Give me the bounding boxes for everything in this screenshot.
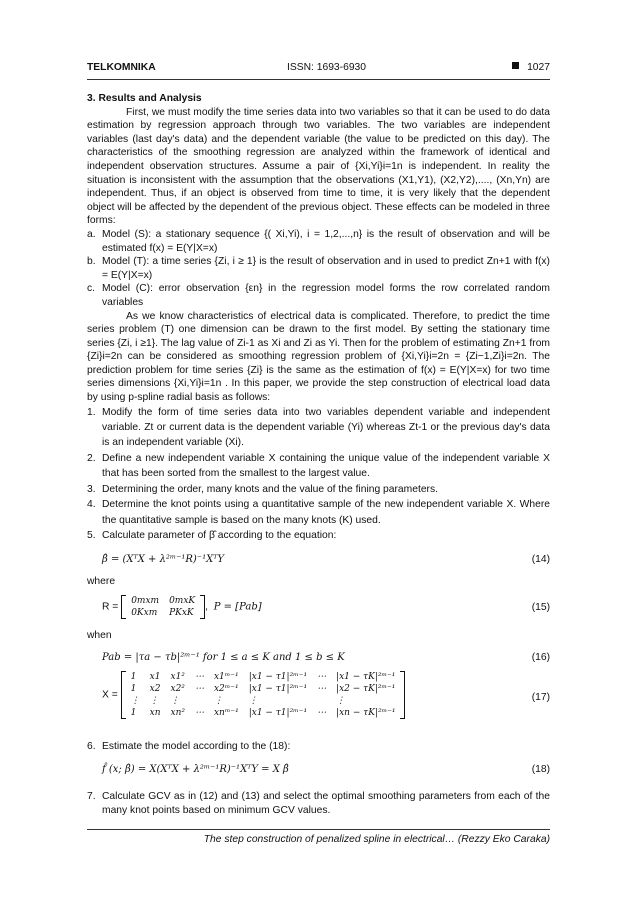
page-number-group — [512, 62, 550, 73]
paragraph-2: As we know characteristics of electrical data is complicated. Therefore, to predict the time series problem (T) one dimension can be drawn to the first model. By setting the stationary time series {Zi, i ≥1}. The lag value of Zi-1 as Xi and Zi as Yi. Then for the problem of estimating Zn+1 from {Zi}i=2n can be considered as smoothing regression problem of {Xi,Yi}i=2n = {Zi−1,Zi}i=2n. The prediction problem for time series {Zi} is the same as the estimation of f(x) = E(Y|X=x) for two time series dimensions {Xi,Yi}i=1n . In this paper, we provide the step construction of electrical load data by using p-spline radial basis as follows: — [87, 310, 550, 404]
page-number: 1027 — [527, 62, 550, 73]
step-item: 7. Calculate GCV as in (12) and (13) and select the optimal smoothing parameters from each of the many knot points based on minimum GCV values. — [87, 790, 550, 816]
issn: ISSN: 1693-6930 — [287, 62, 366, 73]
journal-name: TELKOMNIKA — [87, 62, 156, 73]
equation-number: (15) — [531, 601, 550, 613]
step-item: 4. Determine the knot points using a quantitative sample of the new independent variable X. Where the quantitative sample is based on the many knots (K) used. — [87, 499, 550, 526]
equation-16: Pab = |τa − τb|²ᵐ⁻¹ for 1 ≤ a ≤ K and 1 ≤ b ≤ K (16) — [102, 651, 550, 663]
equation-number: (17) — [531, 691, 550, 703]
paragraph-1: First, we must modify the time series data into two variables so that it can be used to do data estimation by regression approach through two variables. The two variables are independent variables (last day's data) and the dependent variable (the value to be predicted on this day). The characteristics of the smoothing regression are analyzed within the framework of identical and independent observation structures. Assume a pair of {Xi,Yi}i=1n is independent. In reality the situation is inconsistent with the assumption that the observations (X1,Y1), (X2,Y2),...., (Xn,Yn) are independent. Thus, if an object is observed from time to time, it is very likely that the dependent object will be affected by the dependent of the previous object. These effects can be modeled in three forms: — [87, 106, 550, 227]
where-label: where — [87, 576, 116, 588]
model-item: b. Model (T): a time series {Zi, i ≥ 1} is the result of observation and in used to predict Zn+1 with f(x) = E(Y|X=x) — [87, 256, 550, 281]
equation-number: (16) — [531, 651, 550, 663]
equation-18: f̂ (x; β̂) = X(XᵀX + λ²ᵐ⁻¹R)⁻¹XᵀY = X β̂ (18) — [102, 763, 550, 775]
when-label: when — [87, 629, 112, 641]
step-item: 5. Calculate parameter of β̂ according to the equation: — [87, 529, 337, 541]
step-item: 3. Determining the order, many knots and the value of the fining parameters. — [87, 483, 438, 495]
section-body — [87, 92, 550, 817]
equation-17 — [87, 671, 550, 727]
square-bullet-icon — [512, 62, 519, 69]
model-item: c. Model (C): error observation {εn} in the regression model forms the row correlated random variables — [87, 283, 550, 308]
footer-rule — [87, 829, 550, 830]
x-matrix: 1 x1 x1² ⋯ x1ᵐ⁻¹ |x1 − τ1|²ᵐ⁻¹ ⋯ |x1 − τK|²ᵐ⁻¹ 1 x2 x2² ⋯ x2ᵐ⁻¹ |x1 − τ1|²ᵐ⁻¹ ⋯ |x2 − τK|²ᵐ⁻¹ ⋮ ⋮ ⋮ ⋮ ⋮ ⋮ 1 xn xn² ⋯ xnᵐ⁻¹ |x1 − τ1|²ᵐ⁻¹ ⋯ |xn − τK|²ᵐ⁻¹ — [121, 671, 406, 719]
header-rule — [87, 79, 550, 80]
step-item: 1. Modify the form of time series data into two variables dependent variable and independent variable. Zt or current data is the dependent variable (Yi) whereas Zt-1 or the previous day's data is an independent variable (Xi). — [87, 406, 550, 449]
r-label: R = — [102, 601, 119, 613]
equation-number: (18) — [531, 763, 550, 775]
equation-14: β̂ = (XᵀX + λ²ᵐ⁻¹R)⁻¹XᵀY (14) — [102, 554, 550, 566]
r-matrix: 0mxm 0mxK 0Kxm PKxK — [121, 595, 205, 619]
step-list — [87, 405, 550, 544]
section-title: 3. Results and Analysis — [87, 93, 202, 104]
step-item: 2. Define a new independent variable X containing the unique value of the independent variable X that has been sorted from the smallest to the largest value. — [87, 452, 550, 480]
equation-15: R = 0mxm 0mxK 0Kxm PKxK , P = [Pab] (15) — [102, 595, 550, 618]
p-definition: P = [Pab] — [213, 601, 262, 613]
running-footer: The step construction of penalized spline in electrical… (Rezzy Eko Caraka) — [203, 834, 550, 845]
model-item: a. Model (S): a stationary sequence {( Xi,Yi), i = 1,2,...,n} is the result of observation and will be estimated f(x) = E(Y|X=x) — [87, 228, 550, 254]
step-item: 6. Estimate the model according to the (18): — [87, 740, 291, 752]
x-label: X = — [102, 689, 118, 701]
equation-number: (14) — [531, 554, 550, 566]
page-header — [87, 62, 550, 76]
model-list — [87, 228, 550, 310]
